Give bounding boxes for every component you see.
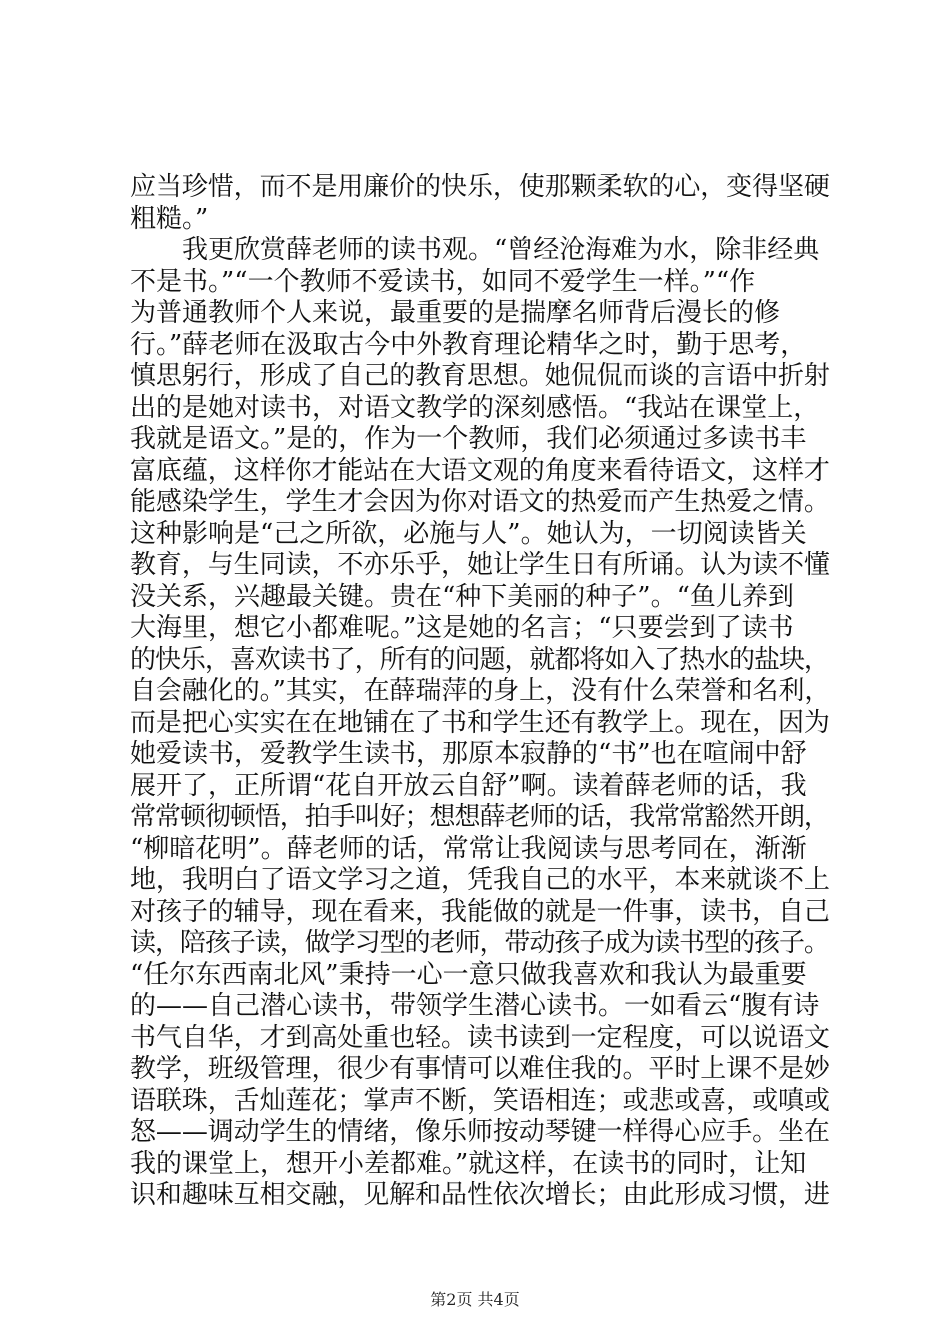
text-line: 我更欣赏薛老师的读书观。“曾经沧海难为水，除非经典 — [182, 235, 820, 265]
body-text — [130, 172, 830, 1212]
text-line: “柳暗花明”。薛老师的话，常常让我阅读与思考同在，渐渐 — [130, 833, 807, 864]
text-line: 我就是语文。”是的，作为一个教师，我们必须通过多读书丰 — [130, 424, 807, 454]
text-line: 读，陪孩子读，做学习型的老师，带动孩子成为读书型的孩子。 — [130, 928, 829, 958]
text-line: 为普通教师个人来说，最重要的是揣摩名师背后漫长的修 — [130, 298, 781, 328]
text-line: 教育，与生同读，不亦乐乎，她让学生日有所诵。认为读不懂 — [130, 550, 830, 580]
text-line: 常常顿彻顿悟，拍手叫好；想想薛老师的话，我常常豁然开朗， — [130, 802, 829, 832]
text-line: 粗糙。” — [130, 203, 209, 234]
text-line: 而是把心实实在在地铺在了书和学生还有教学上。现在，因为 — [130, 707, 830, 738]
text-line: 能感染学生，学生才会因为你对语文的热爱而产生热爱之情。 — [130, 487, 830, 517]
text-line: 教学，班级管理，很少有事情可以难住我的。平时上课不是妙 — [130, 1054, 830, 1084]
text-line: “任尔东西南北风”秉持一心一意只做我喜欢和我认为最重要 — [130, 959, 807, 990]
text-line: 的——自己潜心读书，带领学生潜心读书。一如看云“腹有诗 — [130, 991, 820, 1021]
text-line: 书气自华，才到高处重也轻。读书读到一定程度，可以说语文 — [130, 1022, 830, 1053]
text-line: 地，我明白了语文学习之道，凭我自己的水平，本来就谈不上 — [130, 865, 830, 895]
text-line: 我的课堂上，想开小差都难。”就这样，在读书的同时，让知 — [130, 1148, 807, 1179]
text-line: 展开了，正所谓“花自开放云自舒”啊。读着薛老师的话，我 — [130, 770, 807, 801]
text-line: 怒——调动学生的情绪，像乐师按动琴键一样得心应手。坐在 — [130, 1117, 830, 1147]
text-line: 的快乐，喜欢读书了，所有的问题，就都将如入了热水的盐块， — [130, 644, 829, 675]
text-line: 行。”薛老师在汲取古今中外教育理论精华之时，勤于思考， — [130, 329, 807, 360]
text-line: 大海里，想它小都难呢。”这是她的名言；“只要尝到了读书 — [130, 613, 794, 643]
text-line: 自会融化的。”其实，在薛瑞萍的身上，没有什么荣誉和名利， — [130, 676, 831, 706]
text-line: 没关系，兴趣最关键。贵在“种下美丽的种子”。“鱼儿养到 — [130, 581, 794, 612]
text-line: 她爱读书，爱教学生读书，那原本寂静的“书”也在喧闹中舒 — [130, 739, 807, 769]
text-line: 不是书。”“一个教师不爱读书，如同不爱学生一样。”“作 — [130, 266, 756, 297]
text-line: 对孩子的辅导，现在看来，我能做的就是一件事，读书，自己 — [130, 896, 830, 927]
text-line: 慎思躬行，形成了自己的教育思想。她侃侃而谈的言语中折射 — [130, 361, 830, 391]
text-line: 这种影响是“己之所欲，必施与人”。她认为，一切阅读皆关 — [130, 518, 807, 549]
text-line: 应当珍惜，而不是用廉价的快乐，使那颗柔软的心，变得坚硬 — [130, 172, 830, 202]
text-line: 语联珠，舌灿莲花；掌声不断，笑语相连；或悲或喜，或嗔或 — [130, 1085, 830, 1116]
text-line: 富底蕴，这样你才能站在大语文观的角度来看待语文，这样才 — [130, 455, 830, 486]
page-number-footer: 第2页 共4页 — [430, 1290, 520, 1309]
text-line: 出的是她对读书，对语文教学的深刻感悟。“我站在课堂上， — [130, 392, 820, 423]
text-line: 识和趣味互相交融，见解和品性依次增长；由此形成习惯，进 — [130, 1180, 830, 1210]
